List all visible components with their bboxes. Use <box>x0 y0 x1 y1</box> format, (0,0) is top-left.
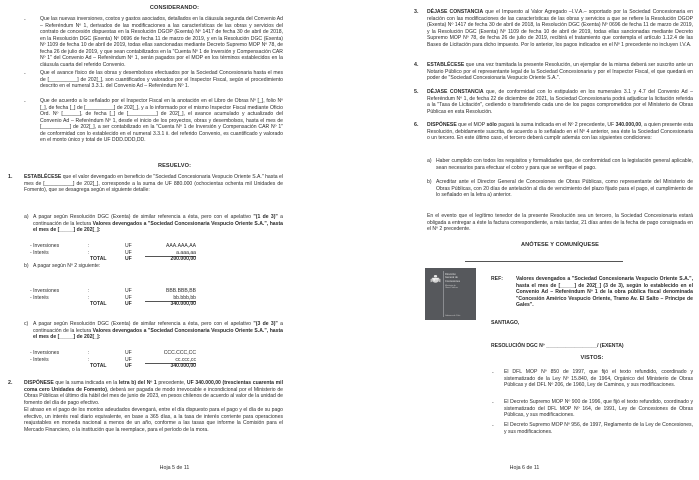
vistos-heading: VISTOS: <box>580 355 604 361</box>
logo-footer: Gobierno de Chile <box>445 315 461 317</box>
considerando-heading: CONSIDERANDO: <box>149 5 200 11</box>
city-label: SANTIAGO, <box>491 320 520 326</box>
logo-title: Dirección General de Concesiones <box>445 273 460 283</box>
logo-divider <box>443 271 444 317</box>
condition-letter: a) <box>427 158 432 164</box>
anotese-heading: ANÓTESE Y COMUNÍQUESE <box>520 242 600 248</box>
dgc-logo <box>425 268 476 320</box>
sub-item-a-text: A pagar según Resolución DGC (Exenta) de similar referencia a ésta, pero con el apelativo "(1 de 3)" a continuación de la lectura Valores devengados a "Sociedad Concesionaria Vespucio Oriente S.A.", hasta el mes de [_____] de 202[_]: <box>33 214 283 234</box>
signature-line <box>465 261 623 262</box>
chile-coat-of-arms-icon <box>430 274 441 285</box>
amount-table-a <box>30 243 196 263</box>
considerando-paragraph-3: Que de acuerdo a lo señalado por el Inspector Fiscal en la anotación en el Libro de Obras Nº [_], folio Nº [_], de fecha [_] de [__________] de 202[_], y a lo informado por el mismo Inspector Fiscal mediante Oficio Ord. Nº [______], de fecha [_] de [__________] de 202[_], el avance acumulado y actualizado del Convenio Ad – Referéndum Nº 1, desde el inicio de los proyectos, obras y desembolsos, hasta el mes de [__________] de 202[_], a ser contabilizado en la "Cuenta Nº 1 de Inversión y Compensación CAR Nº 1" de conformidad con lo establecido en el numeral 3.3.1 ii. del referido Convenio, es cuantificado y valorado en el monto único y total de UF DDD.DDD,DD. <box>40 98 283 144</box>
bullet-dash: - <box>24 17 26 23</box>
document-page-6 <box>350 0 699 480</box>
condition-a: Haber cumplido con todos los requisitos y formalidades que, de conformidad con la legislación general aplicable, sean necesarios para efectuar el cobro y para que se verifique el pago. <box>436 158 693 171</box>
condition-b: Acreditar ante el Director General de Concesiones de Obras Públicas, como representante del Ministerio de Obras Públicas, con 20 días de antelación al día de vencimiento del plazo fijado para el pago, el cumplimiento de lo señalado en la letra a) anterior. <box>436 179 693 199</box>
table-total-row: TOTAL UF 340.000,00 <box>90 301 196 308</box>
item-lead: ESTABLÉCESE <box>24 174 62 180</box>
sub-letter: b) <box>24 263 29 269</box>
bullet-dash: - <box>24 71 26 77</box>
item-number: 1. <box>8 174 13 180</box>
page-footer: Hoja 6 de 11 <box>509 465 540 471</box>
sub-item-c-text: A pagar según Resolución DGC (Exenta) de similar referencia a ésta, pero con el apelativo "(3 de 3)" a continuación de la lectura Valores devengados a "Sociedad Concesionaria Vespucio Oriente S.A.", hasta el mes de [_____] de 202[_]: <box>33 321 283 341</box>
vistos-item-3: El Decreto Supremo MOP Nº 956, de 1997, Reglamento de la Ley de Concesiones, y sus modificaciones. <box>504 422 693 435</box>
table-row: - Inversiones : UF AAA.AAA,AA <box>30 243 196 249</box>
resuelvo-heading: RESUELVO: <box>157 163 192 169</box>
table-row: - Inversiones : UF CCC.CCC,CC <box>30 350 196 356</box>
resuelvo-item-1: ESTABLÉCESE que el valor devengado en beneficio de "Sociedad Concesionaria Vespucio Oriente S.A." hasta el mes de [__________] de 202[_], corresponde a la suma de UF 880.000 (ochocientas ochenta mil Unidades de Fomento), que se desagrega según el siguiente detalle: <box>24 174 283 194</box>
page-footer: Hoja 5 de 11 <box>159 465 190 471</box>
document-page-5 <box>0 0 349 480</box>
vistos-item-2: El Decreto Supremo MOP Nº 900 de 1996, que fijó el texto refundido, coordinado y sistematizado del DFL MOP Nº 164, de 1991, Ley de Concesiones de Obras Públicas, y sus modificaciones. <box>504 399 693 419</box>
sub-letter: c) <box>24 321 29 327</box>
sub-letter: a) <box>24 214 29 220</box>
bullet-dash: - <box>24 99 26 105</box>
condition-letter: b) <box>427 179 432 185</box>
item-number: 4. <box>414 62 419 68</box>
ref-label: REF: <box>491 276 503 282</box>
resolucion-number-line: RESOLUCIÓN DGC Nº __________________/ (EXENTA) <box>491 343 624 349</box>
resuelvo-item-2: DISPÓNESE que la suma indicada en la letra b) del Nº 1 precedente, UF 340.000,00 (trescientas cuarenta mil coma cero Unidades de Fomento), deberá ser pagada de modo irrevocable e incondicional por el Ministerio de Obras Públicas el último día hábil del mes de junio de 2023, en pesos chilenos de acuerdo al valor de la unidad de fomento del día de pago efectivo. <box>24 380 283 406</box>
bullet-dash: - <box>492 423 494 429</box>
considerando-paragraph-1: Que las nuevas inversiones, costos y gastos asociados, detallados en la cláusula segunda del Convenio Ad – Referéndum Nº 1, derivados de las modificaciones a las características de las obras y servicios del contrato de concesión dispuestas en la Resolución DGOP (Exenta) Nº 1417 de fecha 30 de abril de 2018, en la Resolución DGC (Exenta) Nº 0696 de fecha 11 de marzo de 2019, y en la Resolución DGC (Exenta) Nº 1109 de fecha 10 de abril de 2019, todas ellas sancionadas mediante Decreto Supremo MOP Nº 78, de fecha 26 de julio de 2019, y que sean contabilizados en la "Cuenta Nº 1 de Inversión y Compensación CAR Nº 1" del Convenio Ad – Referéndum Nº 1, serán pagados por el MOP en los términos establecidos en la cláusula cuarta del referido Convenio. <box>40 16 283 68</box>
item-number: 5. <box>414 89 419 95</box>
bullet-dash: - <box>492 370 494 376</box>
table-total-row: TOTAL UF 340.000,00 <box>90 363 196 370</box>
item-2-paragraph-2: El atraso en el pago de los montos adeudados devengará, entre el día dispuesto para el pago y el día de su pago efectivo, un interés real diario equivalente, en base a 365 días, a la tasa de interés corriente para operaciones reajustables en moneda nacional a menos de un año, conforme a las tasas que informe la Comisión para el Mercado Financiero, o la institución que la reemplace, para el período de la mora. <box>24 407 283 433</box>
table-row: - Interés : UF bb.bbb,bb <box>30 294 196 301</box>
table-row: - Interés : UF a.aaa,aa <box>30 249 196 256</box>
resuelvo-item-3: DÉJASE CONSTANCIA que el Impuesto al Valor Agregado –I.V.A.– soportado por la Sociedad Concesionaria en relación con las modificaciones de las características de las obras y servicios a que se refiere la Resolución DGOP (Exenta) Nº 1417 de fecha 30 de abril de 2018, la Resolución DGC (Exenta) Nº 0696 de fecha 11 de marzo de 2019, y la Resolución DGC (Exenta) Nº 1109 de fecha 10 de abril de 2019, todas ellas sancionadas mediante Decreto Supremo MOP Nº 78, de fecha 26 de julio de 2019, recibirá el tratamiento que contempla el artículo 1.12.4 de las Bases de Licitación para dicho impuesto. Por lo anterior, los pagos indicados en el Nº 1 precedente no incluyen I.V.A. <box>427 9 693 48</box>
item-number: 3. <box>414 9 419 15</box>
sub-item-b-text: A pagar según Nº 2 siguiente: <box>33 263 101 269</box>
vistos-item-1: El DFL MOP Nº 850 de 1997, que fijó el texto refundido, coordinado y sistematizado de la Ley Nº 15.840, de 1964, Orgánico del Ministerio de Obras Públicas y del DFL Nº 206, de 1960, Ley de Caminos, y sus modificaciones. <box>504 369 693 389</box>
item-number: 6. <box>414 122 419 128</box>
considerando-paragraph-2: Que el avance físico de las obras y desembolsos efectuados por la Sociedad Concesionaria hasta el mes de [__________] de 202[_], son cuantificados y valorados por el Inspector Fiscal, según el procedimiento descrito en el numeral 3.3.1. del Convenio Ad – Referéndum Nº 1. <box>40 70 283 90</box>
resolucion-number-blank: __________________ <box>546 343 598 349</box>
logo-subtitle: Ministerio de Obras Públicas <box>445 285 458 290</box>
amount-table-c <box>30 350 196 370</box>
resuelvo-item-4: ESTABLÉCESE que una vez tramitada la presente Resolución, un ejemplar de la misma deberá ser suscrito ante un Notario Público por el representante legal de la Sociedad Concesionaria y por el Inspector Fiscal, el que quedará en poder de "Sociedad Concesionaria Vespucio Oriente S.A.". <box>427 62 693 82</box>
item-number: 2. <box>8 380 13 386</box>
resuelvo-item-5: DÉJASE CONSTANCIA que, de conformidad con lo estipulado en los numerales 3.1 y 4.7 del Convenio Ad – Referéndum Nº 1, de fecha 22 de diciembre de 2021, la Sociedad Concesionaria podrá adjudicar la licitación referida a la "Tasa de Licitación", cediendo o transfiriendo cada uno de los pagos comprometidos por el Ministerio de Obras Públicas en esta Resolución. <box>427 89 693 115</box>
item-6-closing: En el evento que el legítimo tenedor de la presente Resolución sea un tercero, la Sociedad Concesionaria estará obligada a entregar a éste la factura correspondiente, a más tardar, 21 días antes de la fecha de pago consignada en el Nº 2 precedente. <box>427 213 693 233</box>
ref-text: Valores devengados a "Sociedad Concesionaria Vespucio Oriente S.A.", hasta el mes de [_____] de 202[_] (3 de 3), según lo establecido en el Convenio Ad – Referéndum Nº 1 de la obra pública fiscal denominada "Concesión Américo Vespucio Oriente, Tramo Av. El Salto – Príncipe de Gales". <box>516 276 693 309</box>
resuelvo-item-6: DISPÓNESE que el MOP sólo pagará la suma indicada en el Nº 2 precedente, UF 340.000,00, a quien presente esta Resolución, debidamente suscrita, de acuerdo a lo señalado en el Nº 4 anterior, sea éste la Sociedad Concesionaria o un tercero. En este último caso, el tercero deberá cumplir además con las siguientes condiciones: <box>427 122 693 142</box>
table-total-row: TOTAL UF 200.000,00 <box>90 256 196 263</box>
bullet-dash: - <box>492 400 494 406</box>
amount-table-b <box>30 288 196 308</box>
table-row: - Inversiones : UF BBB.BBB,BB <box>30 288 196 294</box>
table-row: - Interés : UF cc.ccc,cc <box>30 356 196 363</box>
